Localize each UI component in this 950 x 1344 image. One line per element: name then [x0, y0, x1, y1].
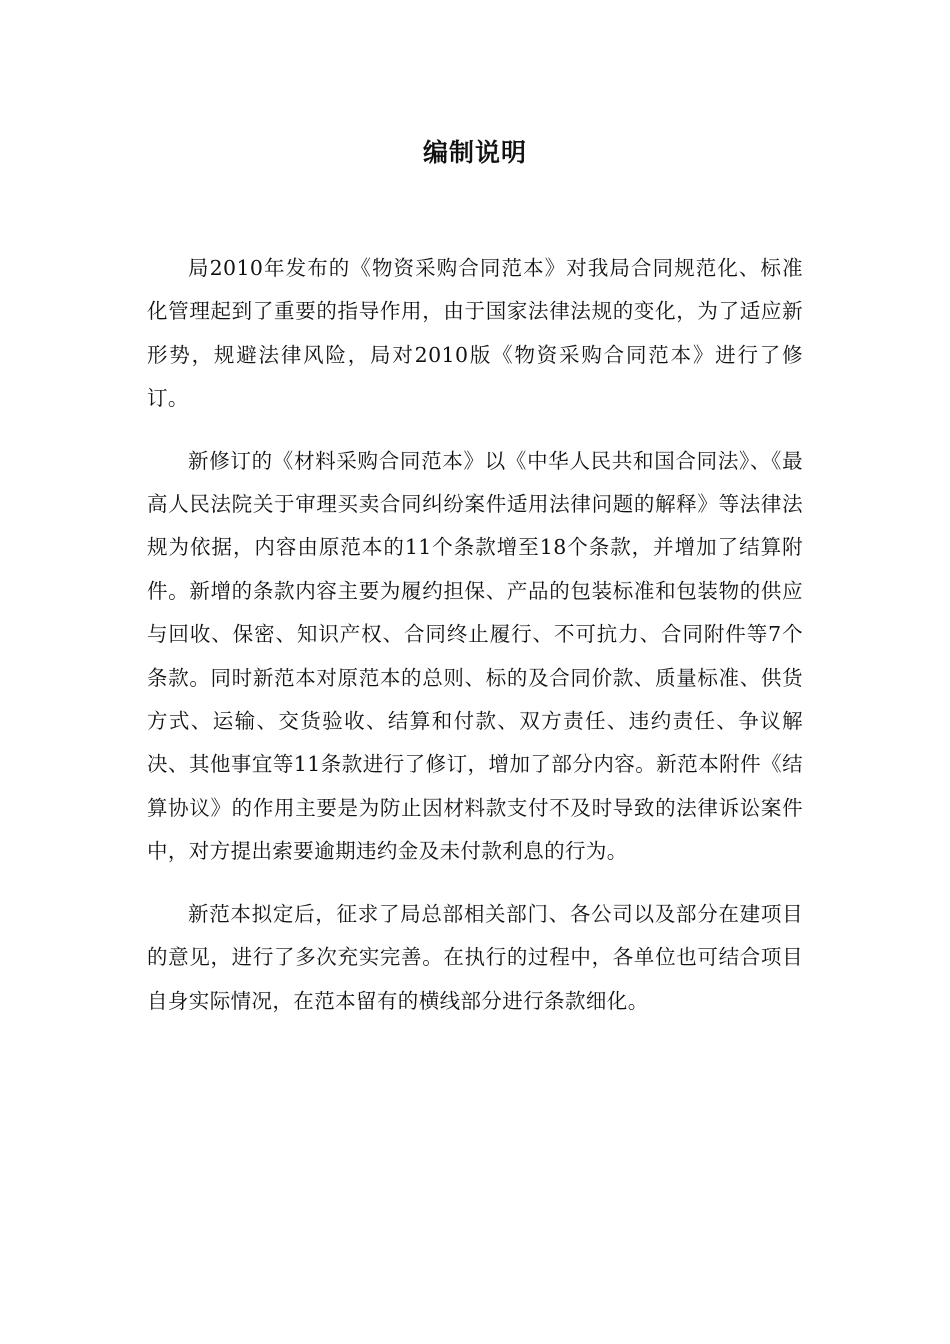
document-title: 编制说明 — [422, 138, 527, 167]
paragraph-usage-notes: 新范本拟定后，征求了局总部相关部门、各公司以及部分在建项目的意见，进行了多次充实完善。在执行的过程中，各单位也可结合项目自身实际情况，在范本留有的横线部分进行条款细化。 — [147, 901, 803, 1013]
document-body — [147, 247, 803, 1042]
paragraph-revision-content: 新修订的《材料采购合同范本》以《中华人民共和国合同法》、《最高人民法院关于审理买卖合同纠纷案件适用法律问题的解释》等法律法规为依据，内容由原范本的11个条款增至18个条款，并增加了结算附件。新增的条款内容主要为履约担保、产品的包装标准和包装物的供应与回收、保密、知识产权、合同终止履行、不可抗力、合同附件等7个条款。同时新范本对原范本的总则、标的及合同价款、质量标准、供货方式、运输、交货验收、结算和付款、双方责任、违约责任、争议解决、其他事宜等11条款进行了修订，增加了部分内容。新范本附件《结算协议》的作用主要是为防止因材料款支付不及时导致的法律诉讼案件中，对方提出索要逾期违约金及未付款利息的行为。 — [147, 448, 803, 864]
paragraph-revision-background: 局2010年发布的《物资采购合同范本》对我局合同规范化、标准化管理起到了重要的指导作用，由于国家法律法规的变化，为了适应新形势，规避法律风险，局对2010版《物资采购合同范本》进行了修订。 — [147, 256, 803, 411]
